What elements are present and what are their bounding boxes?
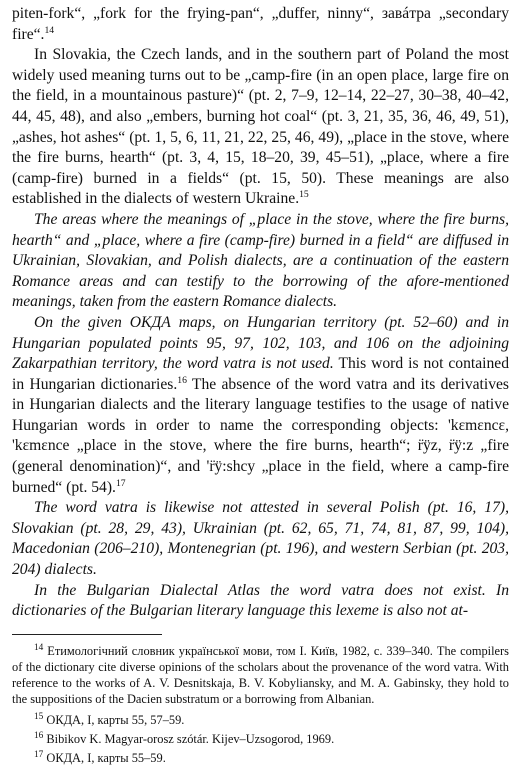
paragraph-text: This word is not contained in Hungarian dictionaries. (12, 355, 509, 393)
paragraph-continuation (12, 4, 509, 45)
footnote-ref: 15 (299, 189, 309, 201)
footnote-15 (12, 712, 509, 728)
footnote-number: 14 (34, 642, 44, 653)
footnote-ref: 17 (115, 477, 126, 489)
paragraph-text: The absence of the word vatra and its derivatives in Hungarian dialects and the literary language testifies to the usage of native Hungarian words in order to name the corresponding objects: 'kɛmɛncɛ, 'kɛmɛnce „place in the stove, where the fire burns, hearth“; r̈ÿz, r̈ÿ:z „fire (general denomination)“, and 'r̈ÿ:shcy „place in the field, where a camp-fire burned“ (pt. 54). (12, 375, 509, 496)
footnote-text: ОКДА, I, карты 55, 57–59. (46, 712, 185, 727)
footnote-text: Етимологічний словник української мови, том I. Київ, 1982, с. 339–340. The compilers of the dictionary cite diverse opinions of the scholars about the provenance of the word vatra. With reference to the works of A. V. Desnitskaja, B. V. Kobyliansky, and M. A. Gabinsky, they hold to the suppositions of the Dacien substratum or a borrowing from Albanian. (12, 643, 509, 707)
paragraph-bulgarian: In the Bulgarian Dialectal Atlas the word vatra does not exist. In dictionaries of the Bulgarian literary language this lexeme is also not at- (12, 581, 509, 620)
footnotes (12, 634, 509, 766)
footnote-text: ОКДА, I, карты 55–59. (46, 751, 166, 766)
paragraph-italic-text: On the given ОКДА maps, on Hungarian territory (pt. 52–60) and in Hungarian populated points 95, 97, 102, 103, and 106 on the adjoining Zakarpathian territory, the word vatra is not used. (12, 313, 509, 373)
paragraph-text: In Slovakia, the Czech lands, and in the southern part of Poland the most widely used meaning turns out to be „camp-fire (in an open place, large fire on the field, in a mountainous pasture)“ (pt. 2, 7–9, 12–14, 22–27, 30–38, 40–42, 44, 45, 48), and also „embers, burning hot coal“ (pt. 3, 21, 35, 36, 46, 49, 51), „ashes, hot ashes“ (pt. 1, 5, 6, 11, 21, 22, 25, 46, 49), „place in the stove, where the fire burns, hearth“ (pt. 3, 4, 15, 18–20, 39, 45–51), „place, where a fire (camp-fire) burned in a fields“ (pt. 15, 50). These meanings are also established in the dialects of western Ukraine. (12, 46, 509, 208)
paragraph-not-attested: The word vatra is likewise not attested in several Polish (pt. 16, 17), Slovakian (pt. 28, 29, 43), Ukrainian (pt. 62, 65, 71, 74, 81, 87, 99, 104), Macedonian (206–210), Montenegrian (pt. 196), and western Serbian (pt. 203, 204) dialects. (12, 499, 509, 579)
footnote-number: 16 (34, 730, 44, 741)
paragraph-romance-areas: The areas where the meanings of „place in the stove, where the fire burns, hearth“ and „place, where a fire (camp-fire) burned in a field“ are diffused in Ukrainian, Slovakian, and Polish dialects, are a continuation of the eastern Romance areas and can testify to the borrowing of the afore-mentioned meanings, taken from the eastern Romance dialects. (12, 210, 509, 311)
footnote-divider (12, 634, 162, 635)
footnote-16 (12, 731, 509, 747)
paragraph-hungarian (12, 313, 509, 498)
footnote-14 (12, 643, 509, 708)
paragraph-slovakia (12, 45, 509, 210)
footnote-text: Bibikov K. Magyar-orosz szótár. Kijev–Uzsogorod, 1969. (46, 731, 335, 746)
main-text (12, 4, 509, 622)
paragraph-text: piten-fork“, „fork for the frying-pan“, „duffer, ninny“, завáтра „secondary fire“. (12, 5, 509, 43)
footnote-ref: 16 (177, 374, 187, 386)
footnote-ref: 14 (44, 24, 55, 36)
footnote-17 (12, 750, 509, 766)
footnote-number: 17 (34, 749, 44, 760)
footnote-number: 15 (34, 711, 44, 722)
